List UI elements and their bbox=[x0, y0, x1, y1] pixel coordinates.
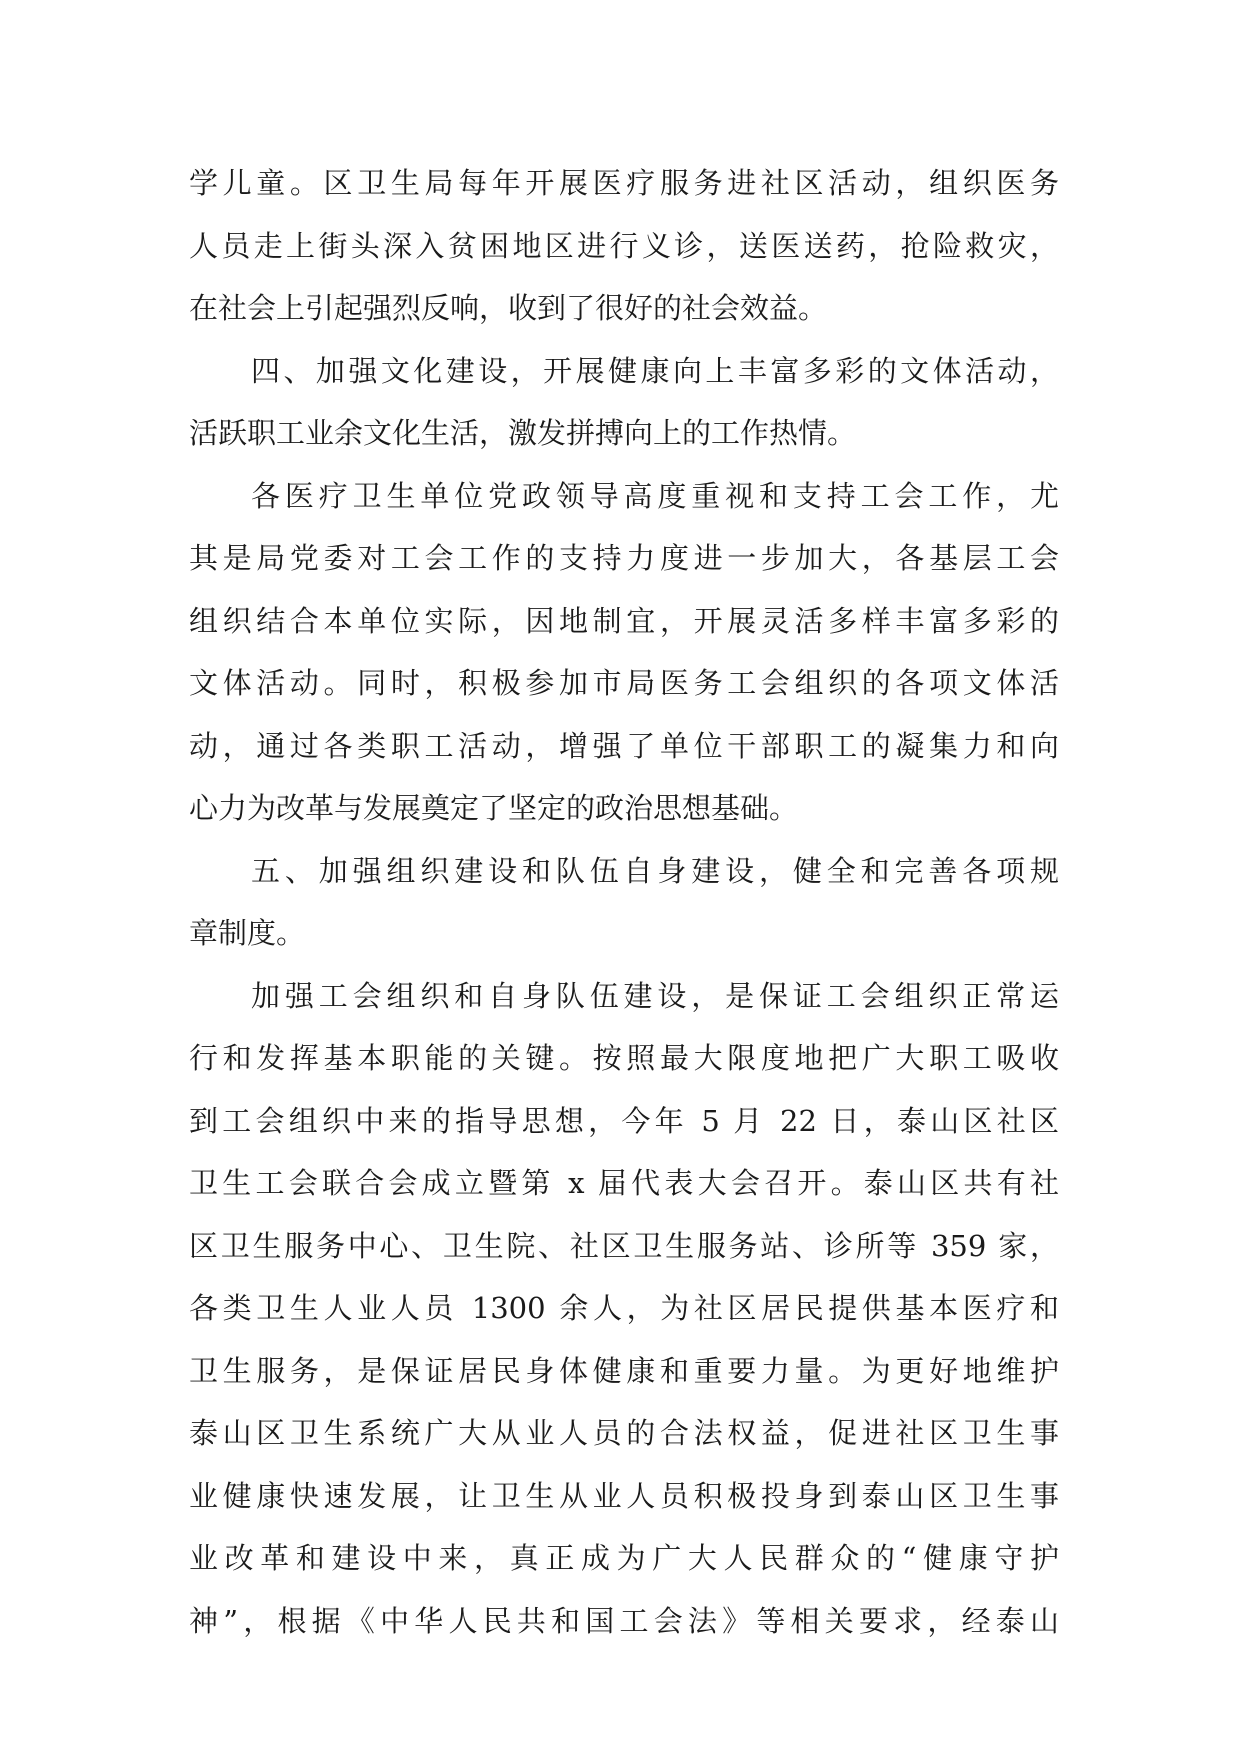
text-line: 四、加强文化建设，开展健康向上丰富多彩的文体活动， bbox=[251, 353, 1059, 388]
text-line: 学儿童。区卫生局每年开展医疗服务进社区活动，组织医务 bbox=[189, 166, 1059, 200]
text-line: 心力为改革与发展奠定了坚定的政治思想基础。 bbox=[189, 791, 799, 825]
text-line: 在社会上引起强烈反响，收到了很好的社会效益。 bbox=[189, 291, 828, 325]
text-line: 业改革和建设中来，真正成为广大人民群众的“健康守护 bbox=[189, 1541, 1059, 1575]
text-line: 五、加强组织建设和队伍自身建设，健全和完善各项规 bbox=[251, 853, 1059, 888]
text-line: 卫生服务，是保证居民身体健康和重要力量。为更好地维护 bbox=[189, 1353, 1059, 1388]
text-line: 组织结合本单位实际，因地制宜，开展灵活多样丰富多彩的 bbox=[189, 603, 1059, 638]
text-line: 加强工会组织和自身队伍建设，是保证工会组织正常运 bbox=[251, 978, 1059, 1013]
text-line: 泰山区卫生系统广大从业人员的合法权益，促进社区卫生事 bbox=[189, 1416, 1059, 1450]
text-line: 动，通过各类职工活动，增强了单位干部职工的凝集力和向 bbox=[189, 728, 1059, 763]
text-line: 活跃职工业余文化生活，激发拼搏向上的工作热情。 bbox=[189, 416, 857, 450]
text-line: 业健康快速发展，让卫生从业人员积极投身到泰山区卫生事 bbox=[189, 1478, 1059, 1513]
text-line: 卫生工会联合会成立暨第 x 届代表大会召开。泰山区共有社 bbox=[189, 1166, 1059, 1200]
document-body bbox=[189, 152, 1059, 1652]
text-line: 神”，根据《中华人民共和国工会法》等相关要求，经泰山 bbox=[189, 1603, 1059, 1638]
text-line: 其是局党委对工会工作的支持力度进一步加大，各基层工会 bbox=[189, 541, 1059, 575]
text-line: 各医疗卫生单位党政领导高度重视和支持工会工作，尤 bbox=[251, 478, 1059, 513]
text-line: 行和发挥基本职能的关键。按照最大限度地把广大职工吸收 bbox=[189, 1041, 1059, 1075]
text-line: 文体活动。同时，积极参加市局医务工会组织的各项文体活 bbox=[189, 666, 1059, 700]
text-line: 各类卫生人业人员 1300 余人，为社区居民提供基本医疗和 bbox=[189, 1291, 1059, 1325]
text-line: 人员走上街头深入贫困地区进行义诊，送医送药，抢险救灾， bbox=[189, 228, 1059, 263]
text-line: 到工会组织中来的指导思想，今年 5 月 22 日，泰山区社区 bbox=[189, 1103, 1059, 1138]
text-line: 章制度。 bbox=[189, 916, 306, 950]
text-line: 区卫生服务中心、卫生院、社区卫生服务站、诊所等 359 家， bbox=[189, 1228, 1059, 1263]
